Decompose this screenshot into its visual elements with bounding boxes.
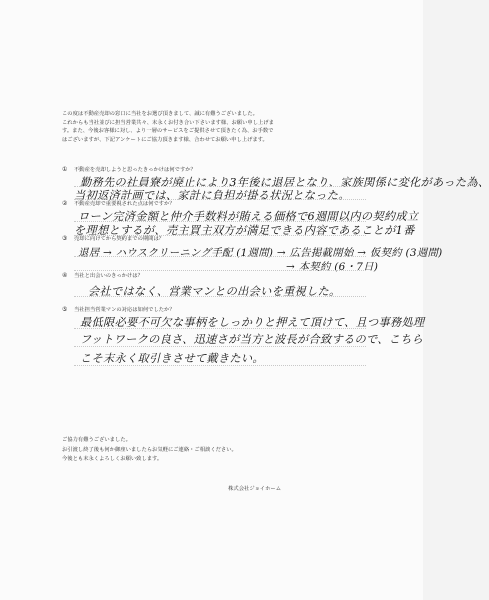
answer-1-line: 当初返済計画では、家計に負担が掛る状況となった。: [74, 189, 350, 202]
question-2-text: 不動産売却で重要視された点は何ですか？: [74, 201, 175, 207]
answer-rule: [74, 186, 366, 187]
company-name: 株式会社ジョイホーム: [228, 486, 281, 492]
question-5-number: ⑤: [62, 306, 68, 313]
intro-line: はございますが、下記アンケートにご協力頂きます様、合わせてお願い申し上げます。: [62, 136, 268, 143]
answer-rule: [74, 270, 366, 271]
intro-line: これからも当社並びに担当営業共々、末永くお付き合い下さいます様、お願い申し上げま: [62, 119, 274, 126]
question-1-number: ①: [62, 166, 68, 173]
answer-rule: [74, 221, 366, 222]
question-3-number: ③: [62, 235, 68, 242]
answer-5-line: こそ末永く取引きさせて戴きたい。: [80, 352, 264, 365]
answer-2-line: ローン完済金額と仲介手数料が賄える価格で6週間以内の契約成立: [78, 210, 419, 223]
answer-2-line: を理想とするが、売主買主双方が満足できる内容であることが1番: [74, 224, 415, 237]
question-5-text: 当社担当営業マンの対応は如何でしたか？: [74, 307, 175, 313]
intro-line: す。また、今後お客様に対し、より一層のサービスをご提供させて頂きたく為、お手数で: [62, 128, 274, 135]
closing-line: お引渡し終了後も何か御座いましたらお気軽にご連絡・ご相談ください。: [62, 446, 237, 453]
answer-rule: [74, 365, 366, 366]
answer-1-line: 勤務先の社員寮が廃止により3年後に退居となり、家族関係に変化があった為、: [80, 176, 489, 189]
question-3-text: 売却に向けてから契約までの期間は？: [74, 236, 165, 242]
question-2-number: ②: [62, 200, 68, 207]
question-1-text: 不動産を売却しようと思ったきっかけは何ですか？: [74, 167, 196, 173]
intro-line: この度は不動産売却の窓口に当社をお選び頂きまして、誠に有難うございました。: [62, 111, 258, 117]
answer-rule: [74, 328, 366, 329]
intro-paragraph: [62, 110, 274, 144]
answer-rule: [74, 256, 366, 257]
answer-5-line: フットワークの良さ、迅速さが当方と波長が合致するので、こちら: [80, 333, 424, 346]
answer-4-line: 会社ではなく、営業マンとの出会いを重視した。: [88, 285, 341, 298]
closing-paragraph: [62, 436, 237, 465]
answer-5-line: 最低限必要不可欠な事柄をしっかりと押えて頂けて、且つ事務処理: [80, 316, 425, 329]
answer-rule: [74, 296, 366, 297]
answer-3-line: → 本契約 (6・7日): [286, 261, 379, 273]
question-4-number: ④: [62, 272, 68, 279]
answer-rule: [74, 346, 366, 347]
closing-line: ご協力有難うございました。: [62, 437, 131, 443]
question-4-text: 当社と出会いのきっかけは？: [74, 273, 143, 279]
answer-rule: [74, 199, 366, 200]
answer-3-line: 退居 → ハウスクリーニング手配 (1週間) → 広告掲載開始 → 仮契約 (3週間): [78, 247, 443, 259]
closing-line: 今後とも末永くよろしくお願い致します。: [62, 456, 163, 463]
